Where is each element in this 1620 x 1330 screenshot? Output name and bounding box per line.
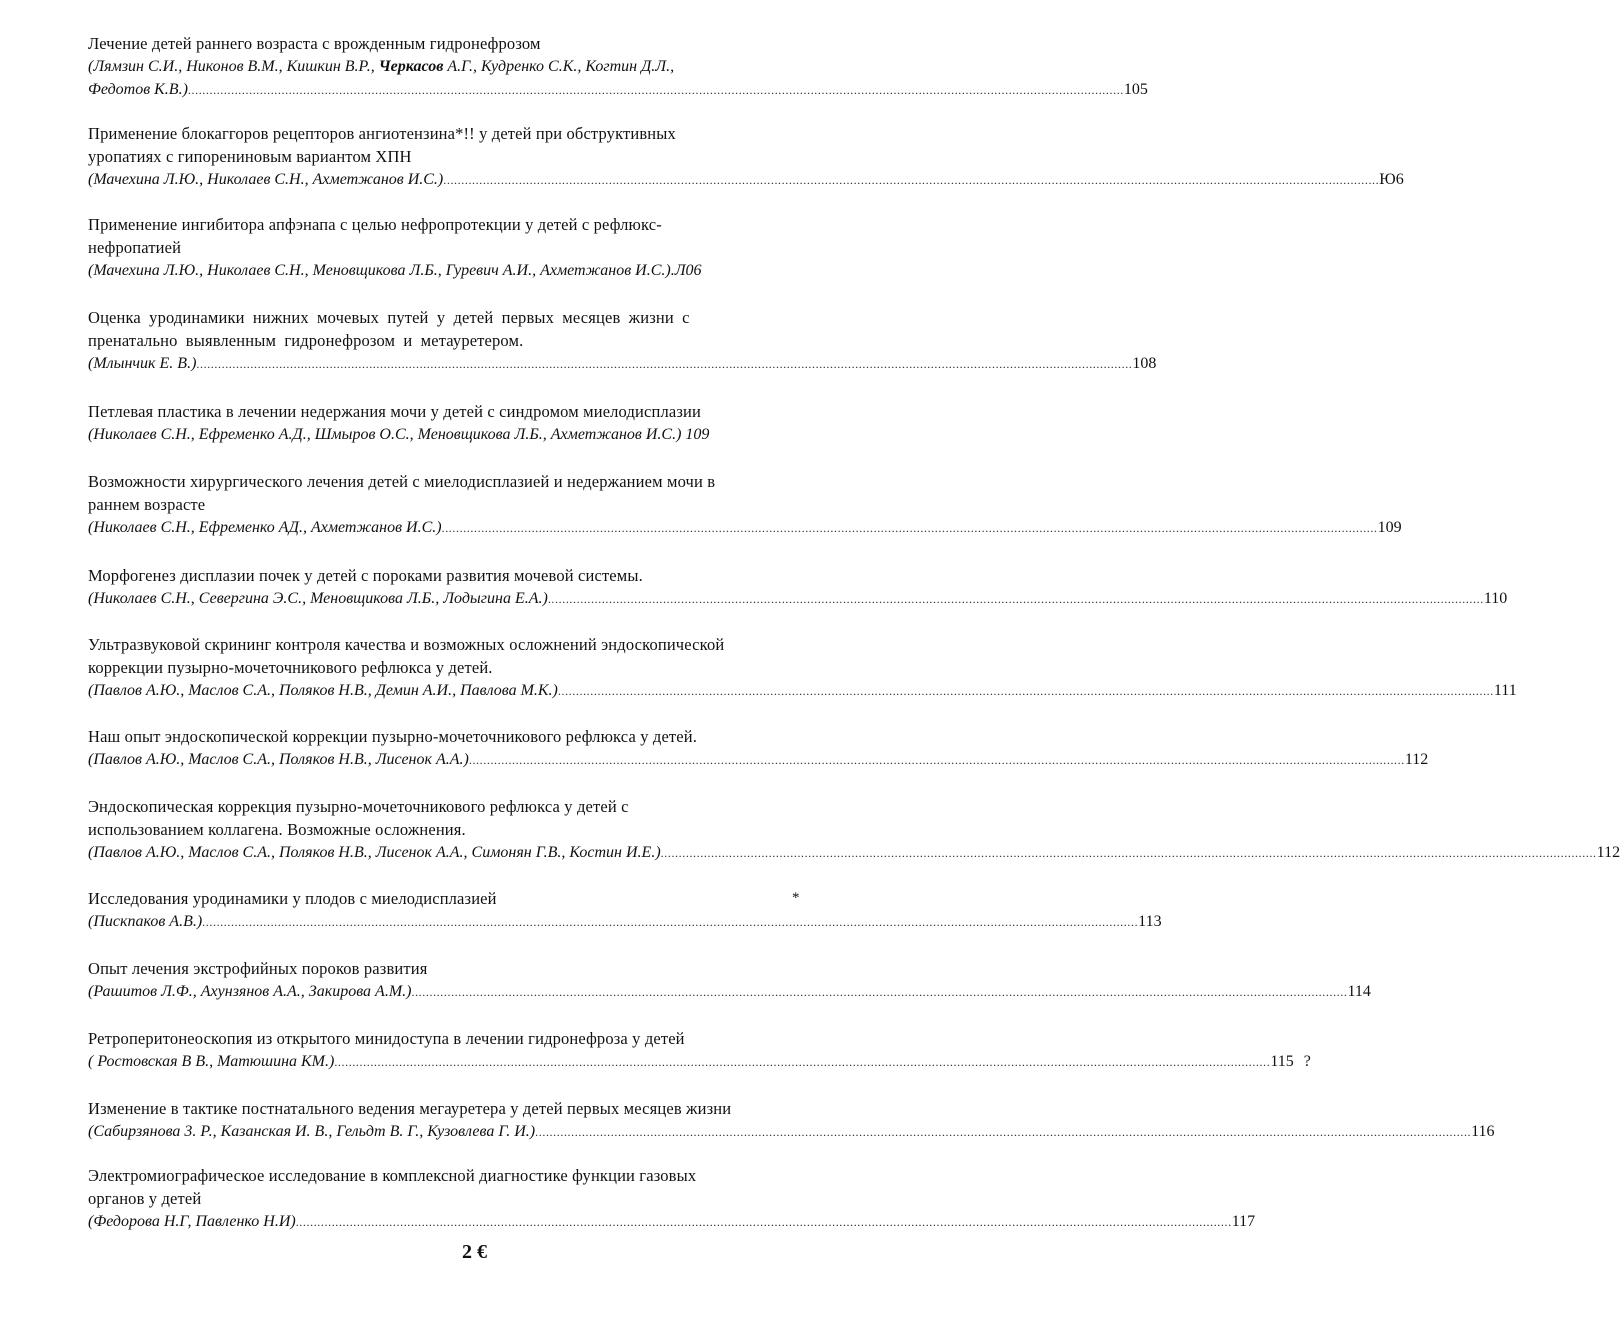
entry-authors: ( Ростовская В В., Матюшина КМ.) .................................................................................................................................................................................................................................................................... 115 ? bbox=[88, 1050, 898, 1073]
dot-leader: .................................................................................................................................................................................................................................................................... bbox=[443, 173, 1380, 187]
entry-authors: (Рашитов Л.Ф., Ахунзянов А.А., Закирова А.М.) .................................................................................................................................................................................................................................................................... 114 bbox=[88, 980, 898, 1003]
entry-authors: (Федорова Н.Г, Павленко Н.И) .................................................................................................................................................................................................................................................................... 117 bbox=[88, 1210, 898, 1233]
page-number: 115 bbox=[1270, 1053, 1294, 1070]
page-footer-number: 2 € bbox=[462, 1241, 487, 1263]
entry-title: Возможности хирургического лечения детей с миелодисплазией и недержанием мочи в bbox=[88, 472, 716, 491]
entry-title: Лечение детей раннего возраста с врожденным гидронефрозом bbox=[88, 34, 541, 53]
page-number: 108 bbox=[1132, 355, 1157, 372]
toc-entry bbox=[88, 470, 1402, 539]
dot-leader: .................................................................................................................................................................................................................................................................... bbox=[295, 1215, 1232, 1229]
entry-authors: (Мачехина Л.Ю., Николаев С.Н., Ахметжанов И.С.) .................................................................................................................................................................................................................................................................... Ю6 bbox=[88, 168, 898, 191]
entry-authors: (Пискпаков А.В.) .................................................................................................................................................................................................................................................................... 113 bbox=[88, 910, 898, 933]
stray-asterisk: * bbox=[792, 890, 800, 906]
page-number: 112 bbox=[1404, 751, 1429, 768]
dot-leader: .................................................................................................................................................................................................................................................................... bbox=[547, 592, 1484, 606]
bold-author: Черкасов bbox=[378, 58, 444, 75]
entry-title: Применение блокаггоров рецепторов ангиотензина*!! у детей при обструктивных bbox=[88, 124, 676, 143]
page-number: 114 bbox=[1347, 983, 1371, 1000]
page-number: 111 bbox=[1493, 682, 1517, 699]
entry-authors: Федотов К.В.) .................................................................................................................................................................................................................................................................... 105 bbox=[88, 78, 898, 101]
entry-authors: (Млынчик Е. В.) .................................................................................................................................................................................................................................................................... 108 bbox=[88, 352, 898, 375]
toc-entry bbox=[88, 1164, 1256, 1233]
entry-title: нефропатией bbox=[88, 238, 182, 257]
entry-title: Исследования уродинамики у плодов с миелодисплазией bbox=[88, 889, 497, 908]
dot-leader: .................................................................................................................................................................................................................................................................... bbox=[557, 684, 1494, 698]
entry-title: пренатально выявленным гидронефрозом и метауретером. bbox=[88, 331, 524, 350]
question-mark: ? bbox=[1303, 1053, 1311, 1070]
entry-title: уропатиях с гипорениновым вариантом ХПН bbox=[88, 147, 412, 166]
dot-leader: .................................................................................................................................................................................................................................................................... bbox=[441, 521, 1378, 535]
dot-leader: .................................................................................................................................................................................................................................................................... bbox=[187, 83, 1124, 97]
entry-title: Морфогенез дисплазии почек у детей с пороками развития мочевой системы. bbox=[88, 566, 643, 585]
entry-title: Электромиографическое исследование в комплексной диагностике функции газовых bbox=[88, 1166, 697, 1185]
entry-authors: (Павлов А.Ю., Маслов С.А., Поляков Н.В., Лисенок А.А., Симонян Г.В., Костин И.Е.) .................................................................................................................................................................................................................................................................... 112 bbox=[88, 841, 898, 864]
entry-title: органов у детей bbox=[88, 1189, 202, 1208]
page-number: Ю6 bbox=[1379, 171, 1404, 188]
page-number: 116 bbox=[1471, 1123, 1495, 1140]
toc-entry bbox=[88, 213, 898, 282]
entry-title: Применение ингибитора апфэнапа с целью нефропротекции у детей с рефлюкс- bbox=[88, 215, 662, 234]
entry-authors: (Мачехина Л.Ю., Николаев С.Н., Меновщикова Л.Б., Гуревич А.И., Ахметжанов И.С.).Л06 bbox=[88, 262, 702, 279]
toc-entry bbox=[88, 306, 1157, 375]
entry-title: Ультразвуковой скрининг контроля качества и возможных осложнений эндоскопической bbox=[88, 635, 725, 654]
entry-title: Оценка уродинамики нижних мочевых путей у детей первых месяцев жизни с bbox=[88, 308, 690, 327]
entry-authors: (Сабирзянова 3. Р., Казанская И. В., Гельдт В. Г., Кузовлева Г. И.) .................................................................................................................................................................................................................................................................... 116 bbox=[88, 1120, 898, 1143]
toc-entry bbox=[88, 32, 1148, 101]
toc-entry bbox=[88, 400, 898, 446]
page-number: 110 bbox=[1483, 590, 1508, 607]
dot-leader: .................................................................................................................................................................................................................................................................... bbox=[660, 846, 1597, 860]
dot-leader: .................................................................................................................................................................................................................................................................... bbox=[196, 357, 1133, 371]
page-number: 112 bbox=[1596, 844, 1620, 861]
entry-title: Наш опыт эндоскопической коррекции пузырно-мочеточникового рефлюкса у детей. bbox=[88, 727, 698, 746]
toc-entry bbox=[88, 1027, 1311, 1073]
entry-authors: (Павлов А.Ю., Маслов С.А., Поляков Н.В., Демин А.И., Павлова М.К.) .................................................................................................................................................................................................................................................................... 111 bbox=[88, 679, 898, 702]
entry-title: Изменение в тактике постнатального ведения мегауретера у детей первых месяцев жизни bbox=[88, 1099, 732, 1118]
toc-entry bbox=[88, 1097, 1495, 1143]
entry-title: Ретроперитонеоскопия из открытого минидоступа в лечении гидронефроза у детей bbox=[88, 1029, 685, 1048]
entry-title: раннем возрасте bbox=[88, 495, 206, 514]
entry-title: коррекции пузырно-мочеточникового рефлюкса у детей. bbox=[88, 658, 493, 677]
entry-authors: (Николаев С.Н., Севергина Э.С., Меновщикова Л.Б., Лодыгина Е.А.) .................................................................................................................................................................................................................................................................... 110 bbox=[88, 587, 898, 610]
toc-entry bbox=[88, 725, 1429, 771]
toc-entry bbox=[88, 633, 1517, 702]
page-number: 117 bbox=[1231, 1213, 1256, 1230]
entry-title: Опыт лечения экстрофийных пороков развития bbox=[88, 959, 428, 978]
dot-leader: .................................................................................................................................................................................................................................................................... bbox=[411, 985, 1348, 999]
dot-leader: .................................................................................................................................................................................................................................................................... bbox=[334, 1055, 1271, 1069]
toc-entry bbox=[88, 957, 1371, 1003]
toc-entry bbox=[88, 564, 1508, 610]
entry-authors: (Николаев С.Н., Ефременко АД., Ахметжанов И.С.) .................................................................................................................................................................................................................................................................... 109 bbox=[88, 516, 898, 539]
page-number: 105 bbox=[1123, 81, 1148, 98]
dot-leader: .................................................................................................................................................................................................................................................................... bbox=[202, 915, 1139, 929]
entry-authors: (Лямзин С.И., Никонов В.М., Кишкин В.Р., Черкасов А.Г., Кудренко С.К., Когтин Д.Л., bbox=[88, 58, 675, 75]
entry-title: Петлевая пластика в лечении недержания мочи у детей с синдромом миелодисплазии bbox=[88, 402, 701, 421]
dot-leader: .................................................................................................................................................................................................................................................................... bbox=[468, 753, 1405, 767]
page-number: 109 bbox=[1377, 519, 1402, 536]
dot-leader: .................................................................................................................................................................................................................................................................... bbox=[535, 1125, 1472, 1139]
page-number: 113 bbox=[1138, 913, 1162, 930]
toc-entry bbox=[88, 887, 1162, 933]
entry-authors: (Павлов А.Ю., Маслов С.А., Поляков Н.В., Лисенок А.А.) .................................................................................................................................................................................................................................................................... 112 bbox=[88, 748, 898, 771]
toc-entry bbox=[88, 122, 1404, 191]
toc-entry bbox=[88, 795, 1620, 864]
entry-title: использованием коллагена. Возможные осложнения. bbox=[88, 820, 466, 839]
entry-authors: (Николаев С.Н., Ефременко А.Д., Шмыров О.С., Меновщикова Л.Б., Ахметжанов И.С.) 109 bbox=[88, 426, 710, 443]
entry-title: Эндоскопическая коррекция пузырно-мочеточникового рефлюкса у детей с bbox=[88, 797, 629, 816]
